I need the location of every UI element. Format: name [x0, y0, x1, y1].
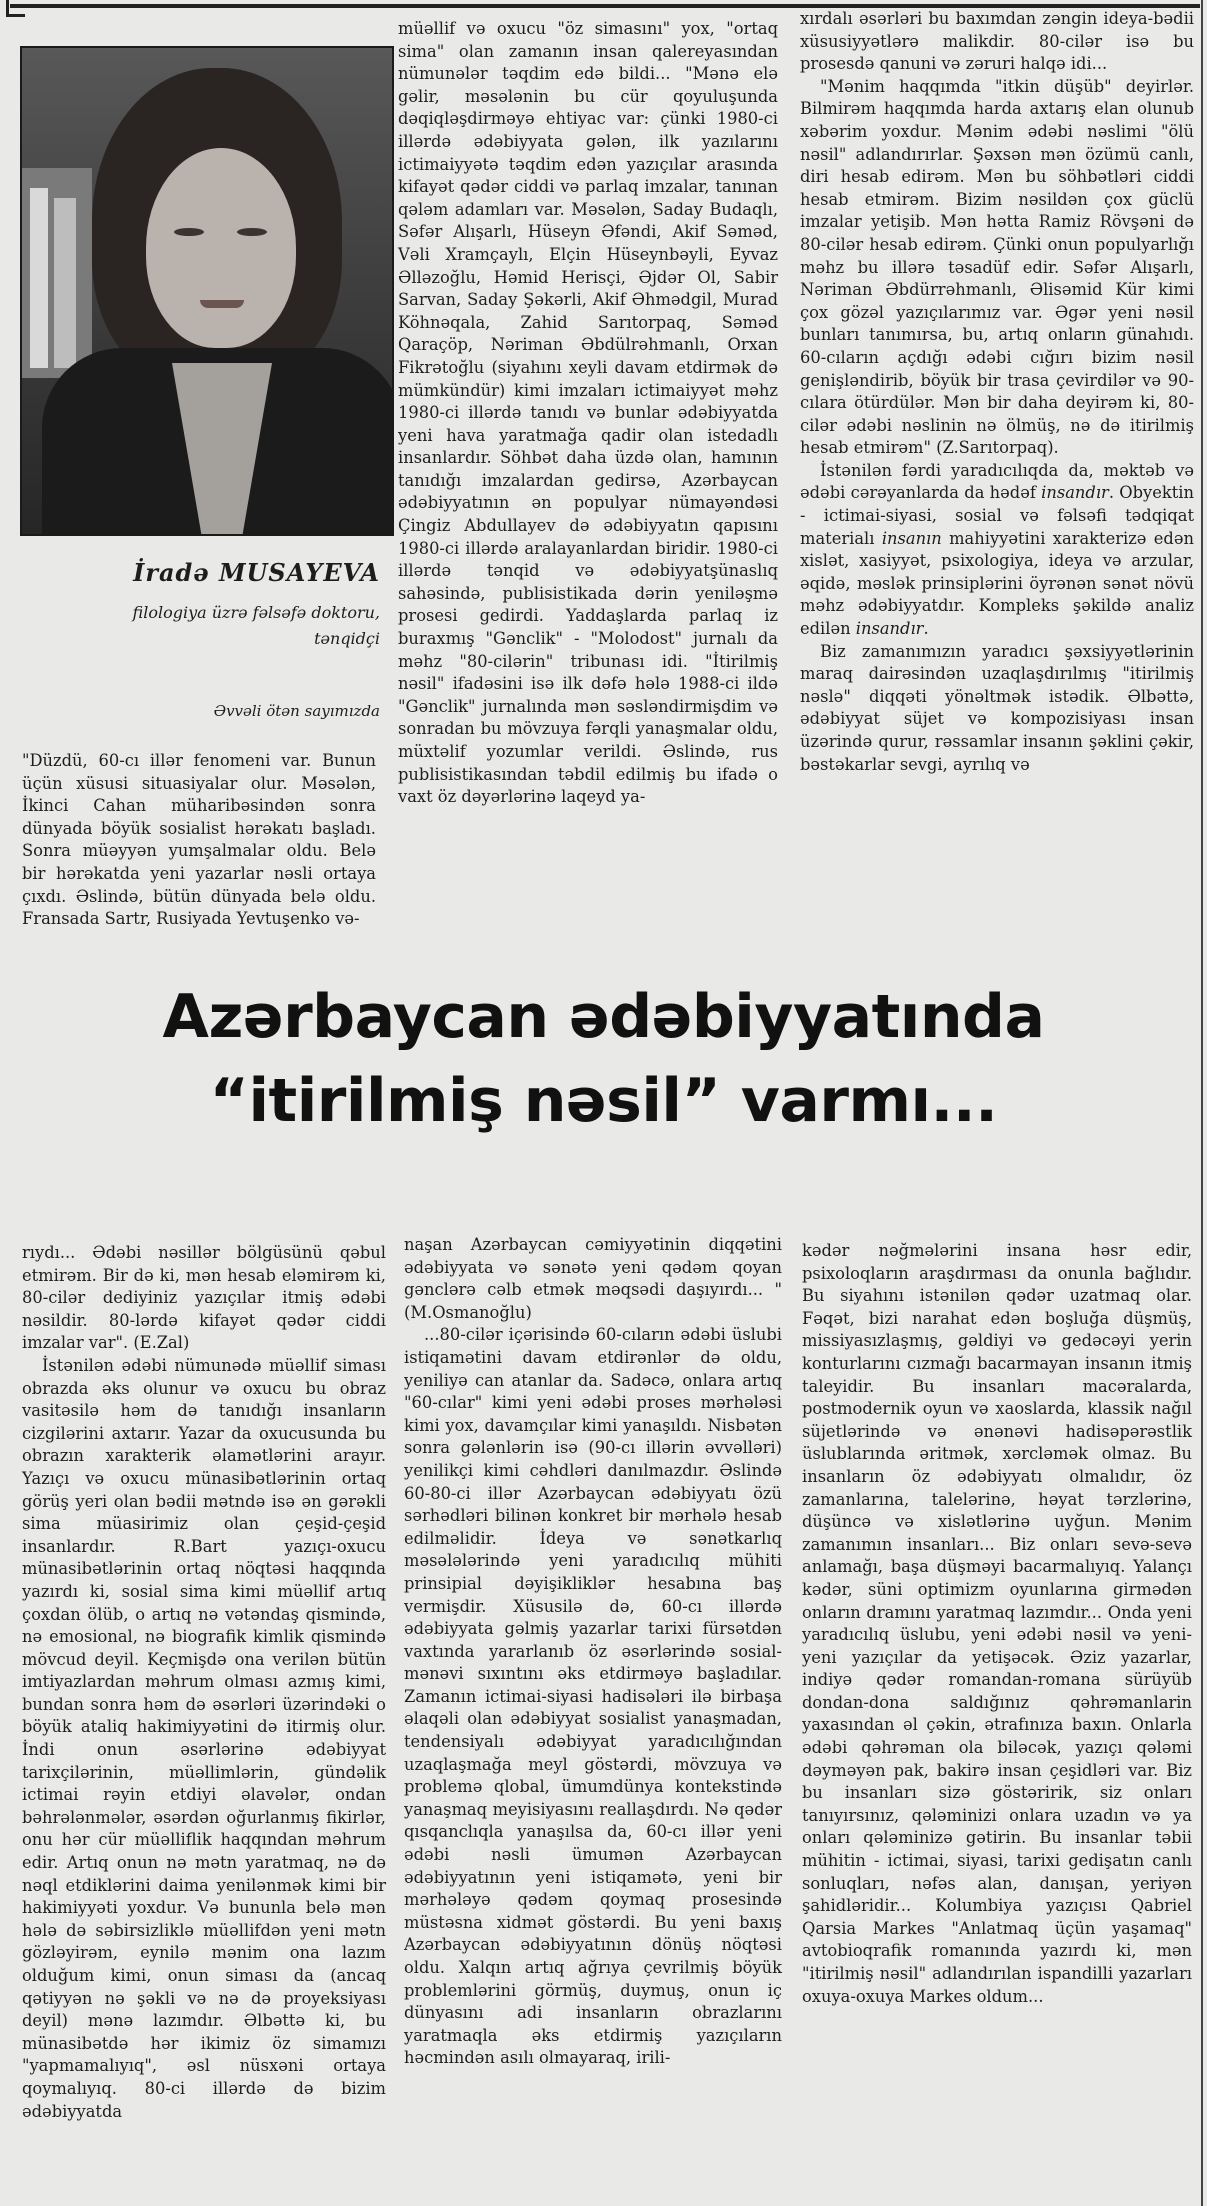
top-column-1 [22, 750, 376, 931]
author-name: İradə MUSAYEVA [133, 558, 380, 587]
paragraph: kədər nəğmələrini insana həsr edir, psixoloqların araşdırması da onunla bağlıdır. Bu siyahını istənilən qədər uzatmaq olar. Fəqət, bizi narahat edən boşluğa düşmüş, missiyasızlaşmış, gəldiyi və gedəcəyi yerin konturlarını cızmağı bacarmayan insanın itmiş taleyidir. Bu insanları macəralarda, postmodernik oyun və xaoslarda, klassik nağıl süjetlərində və ənənəvi hadisəpərəstlik üslublarında əritmək, xərcləmək olmaz. Bu insanların öz ədəbiyyatı olmalıdır, öz zamanlarına, talelərinə, həyat tərzlərinə, düşüncə və xislətlərinə uyğun. Mənim zamanımın insanları... Biz onları sevə-sevə anlamağı, başa düşməyi bacarmalıyıq. Yalançı kədər, süni optimizm oyunlarına girmədən onların dramını yaratmaq lazımdır... Onda yeni yaradıcılıq üslubu, yeni ədəbi nəsil və yeni-yeni yazıçılar da yetişəcək. Əziz yazarlar, indiyə qədər romandan-romana sürüyüb dondan-dona saldığınız qəhrəmanlarin yaxasından əl çəkin, ətrafınıza baxın. Onlarla ədəbi qəhrəman ola biləcək, yazıçı qələmi dəyməyən pak, bakirə insan çeşidləri var. Biz bu insanları sizə göstəririk, siz onları tanıyırsınız, qələminizi onlara uzadın və ya onları qələminizə gətirin. Bu insanlar təbii mühitin - ictimai, siyasi, tarixi gedişatın canlı sonluqları, nəfəs alan, danışan, yeriyən şahidləridir... Kolumbiya yazıçısı Qabriel Qarsia Markes "Anlatmaq üçün yaşamaq" avtobioqrafik romanında yazırdı ki, mən "itirilmiş nəsil" adlandırılan ispandilli yazarları oxuya-oxuya Markes oldum... [802, 1241, 1192, 2006]
top-column-3 [800, 8, 1194, 776]
paragraph: xırdalı əsərləri bu baxımdan zəngin ideya-bədii xüsusiyyətlərə malikdir. 80-cilər isə bu prosesdə qanuni və zəruri halqə idi... [800, 9, 1194, 74]
author-photo [20, 46, 394, 536]
paragraph: ...80-cilər içərisində 60-cıların ədəbi üslubi istiqamətini davam etdirənlər də oldu, yeniliyə can atanlar da. Sadəcə, onlara artıq "60-cılar" kimi yeni ədəbi proses mərhələsi kimi yox, davamçılar kimi yanaşıldı. Nisbətən sonra gələnlərin isə (90-cı illərin əvvəlləri) yenilikçi kimi cəhdləri danılmazdır. Əslində 60-80-ci illər Azərbaycan ədəbiyyatı özü sərhədləri bilinən konkret bir mərhələ hesab edilməlidir. İdeya və sənətkarlıq məsələlərində yeni yaradıcılıq mühiti prinsipial dəyişikliklər hesabına baş vermişdir. Xüsusilə də, 60-cı illərdə ədəbiyyata gəlmiş yazarlar tarixi fürsətdən vaxtında yararlanıb öz əsərlərində sosial-mənəvi sıxıntını əks etdirməyə başladılar. Zamanın ictimai-siyasi hadisələri ilə birbaşa əlaqəli olan ədəbiyyat sosialist yanaşmadan, tendensiyalı ədəbiyyat yaradıcılığından uzaqlaşmağa meyl göstərdi, mövzuya və problemə qlobal, ümumdünya kontekstində yanaşmaq meyisiyasını reallaşdırdı. Nə qədər qısqanclıqla yanaşılsa da, 60-cı illər yeni ədəbi nəsli ümumən Azərbaycan ədəbiyyatının yeni istiqamətə, yeni bir mərhələyə qədəm qoymaq prosesində müstəsna xidmət göstərdi. Bu yeni baxış Azərbaycan ədəbiyyatının dönüş nöqtəsi oldu. Xalqın artıq ağrıya çevrilmiş böyük problemlərini görmüş, duymuş, onun iç dünyasını adi insanların obrazlarını yaratmaqla əks etdirmiş yazıçıların həcmindən asılı olmayaraq, irili- [404, 1325, 782, 2068]
top-bracket-decoration [6, 0, 25, 17]
previous-issue-note: Əvvəli ötən sayımızda [213, 702, 380, 720]
bottom-column-2 [404, 1234, 782, 2070]
headline-line-2: “itirilmiş nəsil” varmı... [209, 1066, 998, 1136]
paragraph: İstənilən ədəbi nümunədə müəllif siması obrazda əks olunur və oxucu bu obraz vasitəsilə həm də tanıdığı insanların cizgilərini axtarır. Yazar da oxucusunda bu obrazın xarakterik əlamətlərini arayır. Yazıçı və oxucu münasibətlərinin ortaq görüş yeri olan bədii mətndə isə ən gərəkli sima müasirimiz olan çeşid-çeşid insanlardır. R.Bart yazıçı-oxucu münasibətlərinin ortaq nöqtəsi haqqında yazırdı ki, sosial sima kimi müəllif artıq çoxdan ölüb, o artıq nə vətəndaş qismində, nə emosional, nə biografik kimlik qismində mövcud deyil. Keçmişdə ona verilən bütün imtiyazlardan məhrum olması azmış kimi, bundan sonra həm də əsərləri üzərindəki o böyük ataliq hakimiyyətini də itirmiş olur. İndi onun əsərlərinə ədəbiyyat tarixçilərinin, müəllimlərin, gündəlik ictimai rəyin etdiyi əlavələr, ondan bəhrələnmələr, əsərdən oğurlanmış fikirlər, onu hər cür müəlliflik haqqından məhrum edir. Artıq onun nə mətn yaratmaq, nə də nəql etdiklərini daima yenilənmək kimi bir hakimiyyəti yoxdur. Və bununla belə mən hələ də səbirsizliklə müəllifdən yeni mətn gözləyirəm, eynilə mənim ona lazım olduğum kimi, onun siması da (ancaq qətiyyən nə şəkli və nə də proyeksiyası deyil) mənə lazımdır. Əlbəttə ki, bu münasibətdə hər ikimiz öz simamızı "yapmamalıyıq", əsl nüsxəni ortaya qoymalıyıq. 80-ci illərdə də bizim ədəbiyyatda [22, 1355, 386, 2121]
top-column-2 [398, 18, 778, 809]
paragraph: Biz zamanımızın yaradıcı şəxsiyyətlərinin maraq dairəsindən uzaqlaşdırılmış "itirilmiş nəslə" diqqəti yönəltmək istədik. Əlbəttə, ədəbiyyat süjet və kompozisiyası insan üzərində qurur, rəssamlar insanın şəklini çəkir, bəstəkarlar sevgi, ayrılıq və [800, 641, 1194, 774]
author-title-line2: tənqidçi [314, 629, 380, 648]
paragraph: rıydı... Ədəbi nəsillər bölgüsünü qəbul etmirəm. Bir də ki, mən hesab eləmirəm ki, 80-cilər dediyiniz yazıçılar itmiş ədəbi nəsildir. 80-lərdə kifayət qədər ciddi imzalar var". (E.Zal) [22, 1243, 386, 1353]
bottom-column-3 [802, 1240, 1192, 2008]
paragraph: "Düzdü, 60-cı illər fenomeni var. Bunun üçün xüsusi situasiyalar olur. Məsələn, İkinci Cahan müharibəsindən sonra dünyada böyük sosialist hərəkatı başladı. Sonra müəyyən yumşalmalar oldu. Belə bir hərəkatda yeni yazarlar nəsli ortaya çıxdı. Əslində, bütün dünyada belə oldu. Fransada Sartr, Rusiyada Yevtuşenko və- [22, 751, 376, 929]
author-title [80, 600, 380, 652]
paragraph: "Mənim haqqımda "itkin düşüb" deyirlər. Bilmirəm haqqımda harda axtarış elan olunub xəbərim yoxdur. Mənim ədəbi nəslimi "ölü nəsil" adlandırırlar. Şəxsən mən özümü canlı, diri hesab edirəm. Mən bu söhbətləri ciddi hesab etmirəm. Bizim nəsildən çox güclü imzalar yetişib. Mən hətta Ramiz Rövşəni də 80-cilər hesab edirəm. Çünki onun populyarlığı məhz bu illərə təsadüf edir. Səfər Alışarlı, Nəriman Əbdürrəhmanlı, Əlisəmid Kür kimi çox gözəl yazıçılarımız var. Əgər yeni nəsil bunları tanımırsa, bu, artıq onların günahıdı. 60-cıların açdığı ədəbi cığırı bizim nəsil genişləndirib, böyük bir trasa çevirdilər və 90-cılara ötürdülər. Mən bir daha deyirəm ki, 80-cilər ədəbi nəslinin nə ölmüş, nə də itirilmiş hesab etmirəm" (Z.Sarıtorpaq). [800, 76, 1194, 458]
paragraph: İstənilən fərdi yaradıcılıqda da, məktəb və ədəbi cərəyanlarda da hədəf insandır. Obyektin - ictimai-siyasi, sosial və fəlsəfi tədqiqat materialı insanın mahiyyətini xarakterizə edən xislət, xasiyyət, psixologiya, ideya və arzular, əqidə, məslək prinsiplərini öyrənən sənət növü məhz ədəbiyyatdır. Kompleks şəkildə analiz edilən insandır. [800, 460, 1194, 639]
paragraph: müəllif və oxucu "öz simasını" yox, "ortaq sima" olan zamanın insan qalereyasından nümunələr təqdim edə bildi... "Mənə elə gəlir, məsələnin bu cür qoyuluşunda dəqiqləşdirməyə ehtiyac var: çünki 1980-ci illərdə ədəbiyyata gələn, ilk yazılarını ictimaiyyətə təqdim edən yazıçılar arasında kifayət qədər ciddi və parlaq imzalar, tanınan qələm adamları var. Məsələn, Saday Budaqlı, Səfər Alışarlı, Hüseyn Əfəndi, Akif Səməd, Vəli Xramçaylı, Elçin Hüseynbəyli, Eyvaz Əlləzoğlu, Həmid Herisçi, Əjdər Ol, Sabir Sarvan, Saday Şəkərli, Akif Əhmədgil, Murad Köhnəqala, Zahid Sarıtorpaq, Səməd Qaraçöp, Nəriman Əbdülrəhmanlı, Orxan Fikrətoğlu (siyahını xeyli davam etdirmək də mümkündür) kimi imzaları ictimaiyyət məhz 1980-ci illərdə tanıdı və bunlar ədəbiyyatda yeni hava yaratmağa qadir olan istedadlı insanlardır. Söhbət daha üzdə olan, hamının tanıdığı imzalardan gedirsə, Azərbaycan ədəbiyyatının ən populyar nümayəndəsi Çingiz Abdullayev də ədəbiyyatın qapısını 1980-ci illərdə aralayanlardan biridir. 1980-ci illərdə tənqid və ədəbiyyatşünaslıq sahəsində, publisistikada dərin yeniləşmə prosesi gedirdi. Yaddaşlarda parlaq iz buraxmış "Gənclik" - "Molodost" jurnalı da məhz "80-cilərin" tribunası idi. "İtirilmiş nəsil" ifadəsini isə ilk dəfə hələ 1988-ci ildə "Gənclik" jurnalında mən səsləndirmişdim və sonradan bu mövzuya fərqli yanaşmalar oldu, müxtəlif yozumlar verildi. Əslində, rus publisistikasından təbdil edilmiş bu ifadə o vaxt öz dəyərlərinə laqeyd ya- [398, 19, 778, 807]
headline [0, 982, 1207, 1182]
headline-line-1: Azərbaycan ədəbiyyatında [162, 982, 1045, 1052]
author-title-line1: filologiya üzrə fəlsəfə doktoru, [132, 603, 380, 622]
paragraph: naşan Azərbaycan cəmiyyətinin diqqətini ədəbiyyata və sənətə yeni qədəm qoyan gənclərə cəlb etmək məqsədi daşıyırdı... " (M.Osmanoğlu) [404, 1235, 782, 1322]
bottom-column-1 [22, 1242, 386, 2123]
